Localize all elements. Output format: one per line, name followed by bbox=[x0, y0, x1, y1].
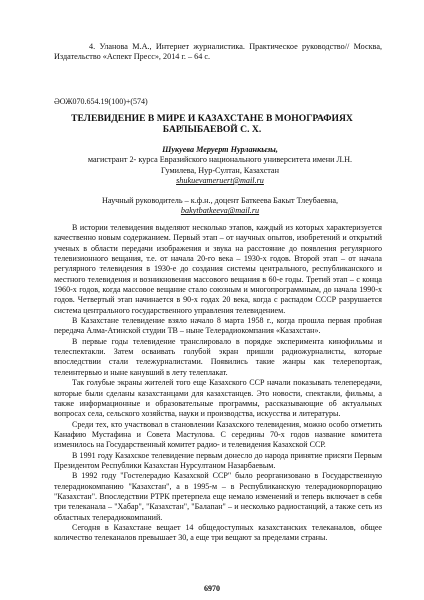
article-title bbox=[40, 113, 384, 136]
title-line-2: БАРЛЫБАЕВОЙ С. Х. bbox=[162, 124, 262, 136]
body-paragraph: В 1991 году Казахское телевидение первым донесло до народа принятие присяги Первым Президентом Республики Казахстан Нурсултаном Назарбаевым. bbox=[54, 450, 382, 470]
author-affiliation-2: Гумилева, Нур-Султан, Казахстан bbox=[161, 165, 279, 175]
body-paragraph: Среди тех, кто участвовал в становлении Казахского телевидения, можно особо отметить Канафию Мустафина и Совета Мастулова. С середины 70-х годов название комитета изменилось на Государственный комитет радио- и телевидения Казахской ССР. bbox=[54, 419, 382, 450]
body-paragraph: Так голубые экраны жителей того еще Казахского ССР начали показывать телепередачи, которые были сделаны казахстанцами для казахстанцев. Это новости, спектакли, фильмы, а также информационные и образовательные программы, рассказывающие об актуальных вопросах села, сельского хозяйства, науки и производства, искусства и литературы. bbox=[54, 378, 382, 419]
body-paragraph: В 1992 году "Гостелерадио Казахской ССР" было реорганизовано в Государственную телерадиокомпанию "Казахстан", а в 1995-м – в Республиканскую телерадиокорпорацию "Казахстан". Впоследствии РТРК претерпела еще немало изменений и теперь включает в себя три телеканала – "Хабар", "Казахстан", "Балапан" – и несколько радиостанций, а также сеть из областных телерадиокомпаний. bbox=[54, 471, 382, 522]
advisor-email-link[interactable]: bakytbatkeeva@mail.ru bbox=[180, 206, 260, 216]
author-email-link[interactable]: shukuevameruert@mail.ru bbox=[176, 175, 264, 185]
author-block bbox=[60, 145, 380, 186]
body-paragraph: В первые годы телевидение транслировало в порядке эксперимента кинофильмы и телеспектакли. Затем осваивать голубой экран пришли радиожурналисты, которые впоследствии стали тележурналистами. Появились такие жанры как телерепортаж, телеинтервью и ныне канувший в лету телеплакат. bbox=[54, 336, 382, 377]
article-body bbox=[54, 223, 382, 544]
advisor-line: Научный руководитель – к.ф.н., доцент Баткеева Бакыт Тлеубаевна, bbox=[101, 196, 339, 205]
page-number: 6970 bbox=[204, 584, 220, 593]
reference-item: 4. Уланова М.А., Интернет журналистика. Практическое руководство// Москва, Издательство «Аспект Пресс», 2014 г. – 64 с. bbox=[54, 42, 382, 62]
advisor-block bbox=[60, 196, 380, 217]
title-line-1: ТЕЛЕВИДЕНИЕ В МИРЕ И КАЗАХСТАНЕ В МОНОГРАФИЯХ bbox=[71, 113, 353, 124]
body-paragraph: В истории телевидения выделяют несколько этапов, каждый из которых характеризуется качественно новым содержанием. Первый этап – от научных опытов, изобретений и открытий ученых в области передачи изображения и звука на расстояние до появления регулярного телевизионного вещания, т.е. от начала 20-го века – 1930-х годов. Второй этап – от начала регулярного телевидения в 1930-е до создания системы центрального, республиканского и местного телевидения и возникновения массового вещания в 60-е годы. Третий этап – с конца 1960-х годов, когда массовое вещание стало союзным и многопрограммным, до начала 1990-х годов. Четвертый этап начинается в 90-х годах 20 века, когда с распадом СССР разрушается система центрального государственного управления телевидением. bbox=[54, 223, 382, 315]
body-paragraph: В Казахстане телевидение взяло начало 8 марта 1958 г., когда прошла первая пробная передача Алма-Атинской студии ТВ – ныне Телерадиокомпания «Казахстан». bbox=[54, 316, 382, 336]
author-name: Шукуева Меруерт Нурланкызы, bbox=[162, 145, 278, 154]
body-paragraph: Сегодня в Казахстане вещает 14 общедоступных казахстанских телеканалов, общее количество телеканалов превышает 30, а еще три вещают за пределами страны. bbox=[54, 522, 382, 543]
udc-code: ӘОЖ070.654.19(100)+(574) bbox=[54, 97, 148, 106]
author-affiliation-1: магистрант 2- курса Евразийского национального университета имени Л.Н. bbox=[87, 155, 353, 165]
